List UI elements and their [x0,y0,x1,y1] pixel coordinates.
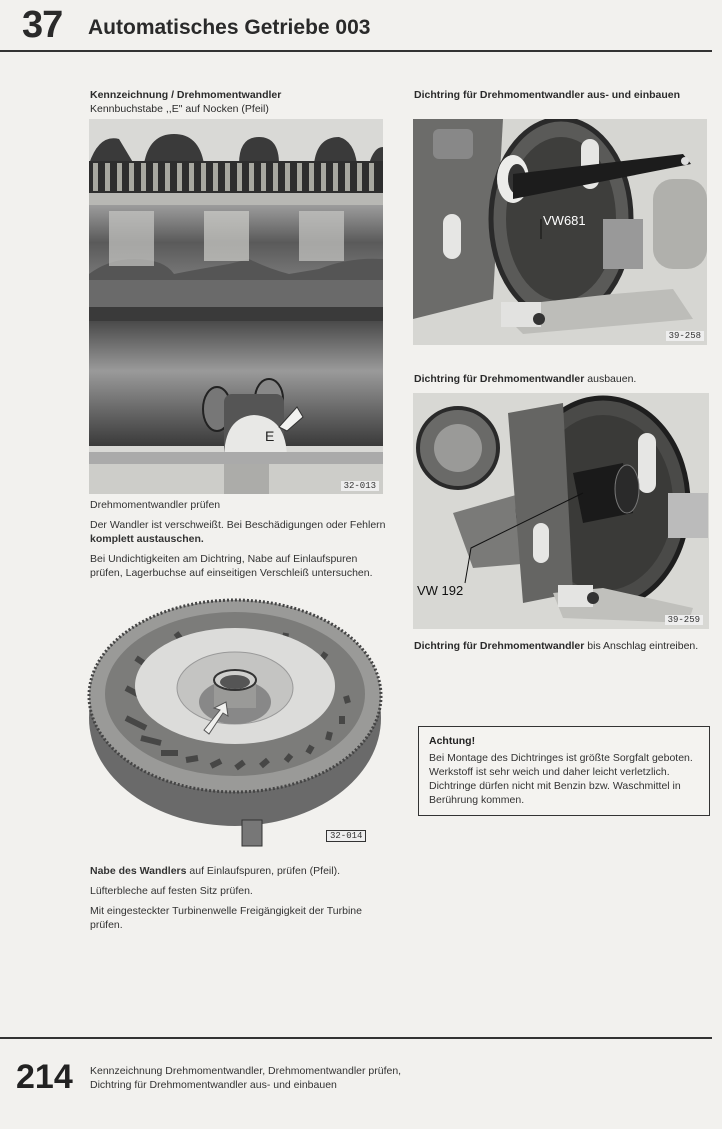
section-title: Dichtring für Drehmomentwandler aus- und einbauen [414,89,681,101]
footer-summary [90,1064,401,1092]
section-marking [90,88,390,116]
paragraph-emphasis: Nabe des Wandlers [90,865,187,877]
figure-number: 32-014 [326,830,366,842]
section-seal-remove [414,372,714,386]
tool-label: VW 192 [417,583,464,598]
section-seal-drive-in [414,639,704,653]
paragraph-text: auf Einlaufspuren, prüfen (Pfeil). [186,865,340,877]
figure-number: 39-258 [666,331,704,341]
section-title-bold: Dichtring für Drehmomentwandler [414,373,585,385]
paragraph: Lüfterbleche auf festen Sitz prüfen. [90,885,253,897]
header-divider [0,50,712,52]
photo-converter-marking [89,119,383,494]
photo-seal-remove [413,393,709,629]
paragraph: Bei Undichtigkeiten am Dichtring, Nabe auf Einlaufspuren prüfen, Lagerbuchse auf einseitigen Verschleiß untersuchen. [90,553,373,579]
section-hub-check [90,864,386,932]
footer-divider [0,1037,712,1039]
section-seal-title [414,88,714,102]
tool-label: VW681 [543,213,586,228]
section-check-converter [90,498,386,580]
paragraph-text: bis Anschlag eintreiben. [584,640,699,652]
photo-torque-converter [86,598,384,850]
footer-line: Dichtring für Drehmomentwandler aus- und einbauen [90,1079,337,1091]
section-title-text: ausbauen. [584,373,637,385]
paragraph [90,864,386,878]
page-number: 214 [16,1058,73,1096]
chapter-number: 37 [22,4,63,46]
figure-number: 32-013 [341,481,379,491]
section-marking-subtitle: Kennbuchstabe ,,E" auf Nocken (Pfeil) [90,103,269,115]
warning-box [418,726,710,816]
photo-seal-install [413,119,707,345]
warning-text: Bei Montage des Dichtringes ist größte Sorgfalt geboten. Werkstoff ist sehr weich und daher leicht verletzlich. Dichtringe dürfen nicht mit Benzin bzw. Waschmittel in Berührung kommen. [429,752,693,806]
section-title: Drehmomentwandler prüfen [90,499,221,511]
section-marking-title: Kennzeichnung / Drehmomentwandler [90,89,282,101]
figure-number: 39-259 [665,615,703,625]
paragraph-emphasis: Dichtring für Drehmomentwandler [414,640,585,652]
marking-letter: E [265,428,275,444]
paragraph-text: Der Wandler ist verschweißt. Bei Beschädigungen oder Fehlern [90,519,386,531]
chapter-title: Automatisches Getriebe 003 [88,16,371,39]
paragraph: Mit eingesteckter Turbinenwelle Freigängigkeit der Turbine prüfen. [90,905,362,931]
warning-title: Achtung! [429,735,476,747]
footer-line: Kennzeichnung Drehmomentwandler, Drehmomentwandler prüfen, [90,1065,402,1077]
paragraph [90,518,386,546]
paragraph-emphasis: komplett austauschen. [90,533,204,545]
